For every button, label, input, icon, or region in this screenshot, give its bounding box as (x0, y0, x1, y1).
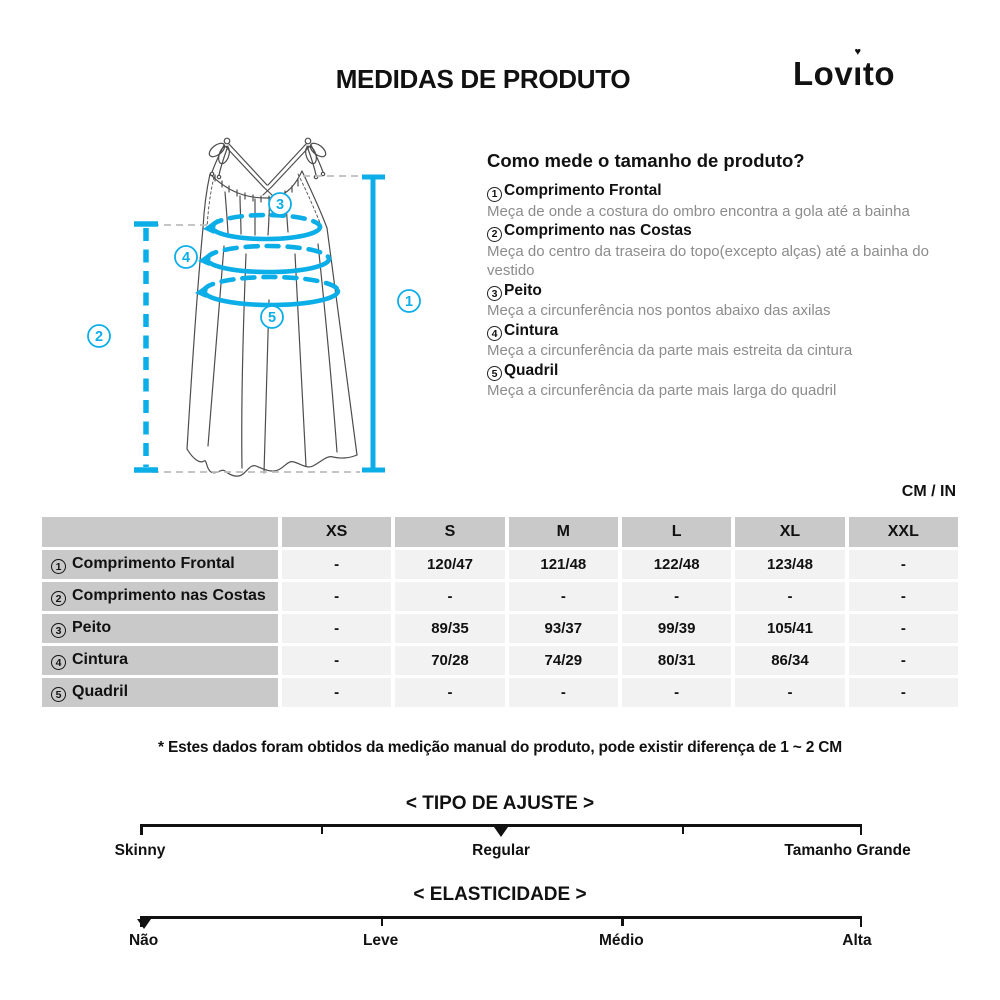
cell: - (282, 550, 391, 579)
cell: - (735, 678, 844, 707)
row-label: 1 Comprimento Frontal (42, 550, 278, 579)
marker-2 (88, 325, 110, 347)
marker-1 (398, 290, 420, 312)
guide-item-desc: Meça a circunferência nos pontos abaixo das axilas (487, 302, 831, 319)
leader-lines (152, 176, 361, 472)
tick (140, 824, 143, 835)
table-header-row (42, 517, 958, 547)
elasticity-scale-heading: < ELASTICIDADE > (413, 884, 587, 905)
table-header-empty (42, 517, 278, 547)
cell: 93/37 (509, 614, 618, 643)
cell: - (849, 550, 958, 579)
svg-text:2: 2 (94, 329, 104, 345)
fit-scale-heading: < TIPO DE AJUSTE > (405, 793, 595, 814)
cell: - (622, 678, 731, 707)
units-label: CM / IN (901, 483, 956, 500)
size-header-m: M (509, 517, 618, 547)
guide-item-title: 5 Quadril (487, 361, 939, 382)
marker-4 (175, 246, 197, 268)
size-header-s: S (395, 517, 504, 547)
tick (682, 824, 685, 834)
scale-bar (140, 916, 862, 919)
circled-number: 5 (51, 687, 66, 702)
cell: - (622, 582, 731, 611)
cell: - (282, 614, 391, 643)
circled-number: 2 (487, 227, 502, 242)
cell: 86/34 (735, 646, 844, 675)
row-label: 4 Cintura (42, 646, 278, 675)
row-label: 3 Peito (42, 614, 278, 643)
size-header-l: L (622, 517, 731, 547)
cell: - (509, 582, 618, 611)
cell: - (282, 646, 391, 675)
guide-item-desc: Meça de onde a costura do ombro encontra a gola até a bainha (487, 202, 910, 220)
measurement-disclaimer: * Estes dados foram obtidos da medição manual do produto, pode existir diferença de 1 ~ 2 CM (158, 739, 842, 756)
guide-item-desc: Meça a circunferência da parte mais estreita da cintura (487, 342, 853, 359)
table-row (42, 646, 958, 675)
fit-marker-triangle-icon (494, 827, 508, 837)
guide-item-title: 1 Comprimento Frontal (487, 181, 939, 202)
guide-item-desc: Meça a circunferência da parte mais larga do quadril (487, 382, 837, 399)
cell: - (849, 614, 958, 643)
cell: - (395, 678, 504, 707)
fit-label-tamanho-grande: Tamanho Grande (784, 842, 911, 859)
elasticity-label-medio: Médio (598, 932, 644, 949)
row-label: 5 Quadril (42, 678, 278, 707)
elasticity-scale-labels (128, 932, 872, 952)
cell: 105/41 (735, 614, 844, 643)
size-table (38, 514, 962, 710)
brand-logo (793, 46, 895, 93)
cell: 121/48 (509, 550, 618, 579)
circled-number: 5 (487, 366, 502, 381)
cell: 99/39 (622, 614, 731, 643)
hip-ellipse-solid (204, 291, 338, 305)
fit-label-regular: Regular (472, 842, 530, 859)
svg-text:5: 5 (267, 310, 277, 326)
brand-logo-post: to (862, 55, 895, 92)
cell: 80/31 (622, 646, 731, 675)
cell: 120/47 (395, 550, 504, 579)
measuring-guide (487, 150, 939, 401)
marker-5 (261, 306, 283, 328)
page-title: MEDIDAS DE PRODUTO (335, 64, 631, 94)
marker-3 (269, 193, 291, 215)
elasticity-scale-line (140, 916, 862, 932)
brand-logo-i: ı ♥ (853, 46, 863, 92)
cell: - (849, 582, 958, 611)
circled-number: 4 (51, 655, 66, 670)
hip-ellipse-dashed (204, 277, 338, 291)
cell: 70/28 (395, 646, 504, 675)
svg-text:1: 1 (404, 294, 414, 310)
size-header-xs: XS (282, 517, 391, 547)
svg-text:3: 3 (275, 197, 285, 213)
heart-icon: ♥ (854, 46, 862, 58)
cell: - (849, 646, 958, 675)
table-row (42, 678, 958, 707)
circled-number: 3 (487, 286, 502, 301)
cell: 74/29 (509, 646, 618, 675)
cell: 89/35 (395, 614, 504, 643)
size-header-xxl: XXL (849, 517, 958, 547)
tick (321, 824, 324, 834)
table-row (42, 582, 958, 611)
tick (860, 824, 863, 835)
fit-scale-line (140, 824, 862, 840)
elasticity-label-leve: Leve (362, 932, 399, 949)
table-row (42, 614, 958, 643)
brand-logo-pre: Lov (793, 55, 854, 92)
waist-ellipse-solid (207, 259, 329, 272)
size-header-xl: XL (735, 517, 844, 547)
cell: - (282, 582, 391, 611)
table-row (42, 550, 958, 579)
measure-line-back-length (134, 224, 158, 470)
cell: - (282, 678, 391, 707)
cell: - (849, 678, 958, 707)
cell: 123/48 (735, 550, 844, 579)
svg-text:4: 4 (181, 250, 191, 266)
circled-number: 1 (51, 559, 66, 574)
guide-item-title: 3 Peito (487, 281, 939, 302)
circled-number: 1 (487, 187, 502, 202)
chest-ellipse-dashed (212, 215, 320, 227)
elasticity-label-alta: Alta (842, 932, 872, 949)
elasticity-label-nao: Não (128, 932, 159, 949)
dress-measurement-diagram (60, 105, 460, 490)
guide-item-title: 4 Cintura (487, 321, 939, 342)
measure-line-front-length (362, 177, 385, 470)
circled-number: 2 (51, 591, 66, 606)
fit-scale-labels (114, 842, 911, 862)
guide-item-title: 2 Comprimento nas Costas (487, 221, 939, 242)
waist-ellipse-dashed (207, 246, 329, 259)
cell: - (395, 582, 504, 611)
cell: - (509, 678, 618, 707)
guide-heading: Como mede o tamanho de produto? (487, 150, 805, 171)
measure-ellipses (204, 215, 338, 305)
elasticity-marker-triangle-icon (137, 919, 151, 929)
guide-item-desc: Meça do centro da traseira do topo(excepto alças) até a bainha do vestido (487, 242, 929, 279)
fit-label-skinny: Skinny (114, 842, 166, 859)
circled-number: 4 (487, 326, 502, 341)
row-label: 2 Comprimento nas Costas (42, 582, 278, 611)
cell: 122/48 (622, 550, 731, 579)
circled-number: 3 (51, 623, 66, 638)
cell: - (735, 582, 844, 611)
